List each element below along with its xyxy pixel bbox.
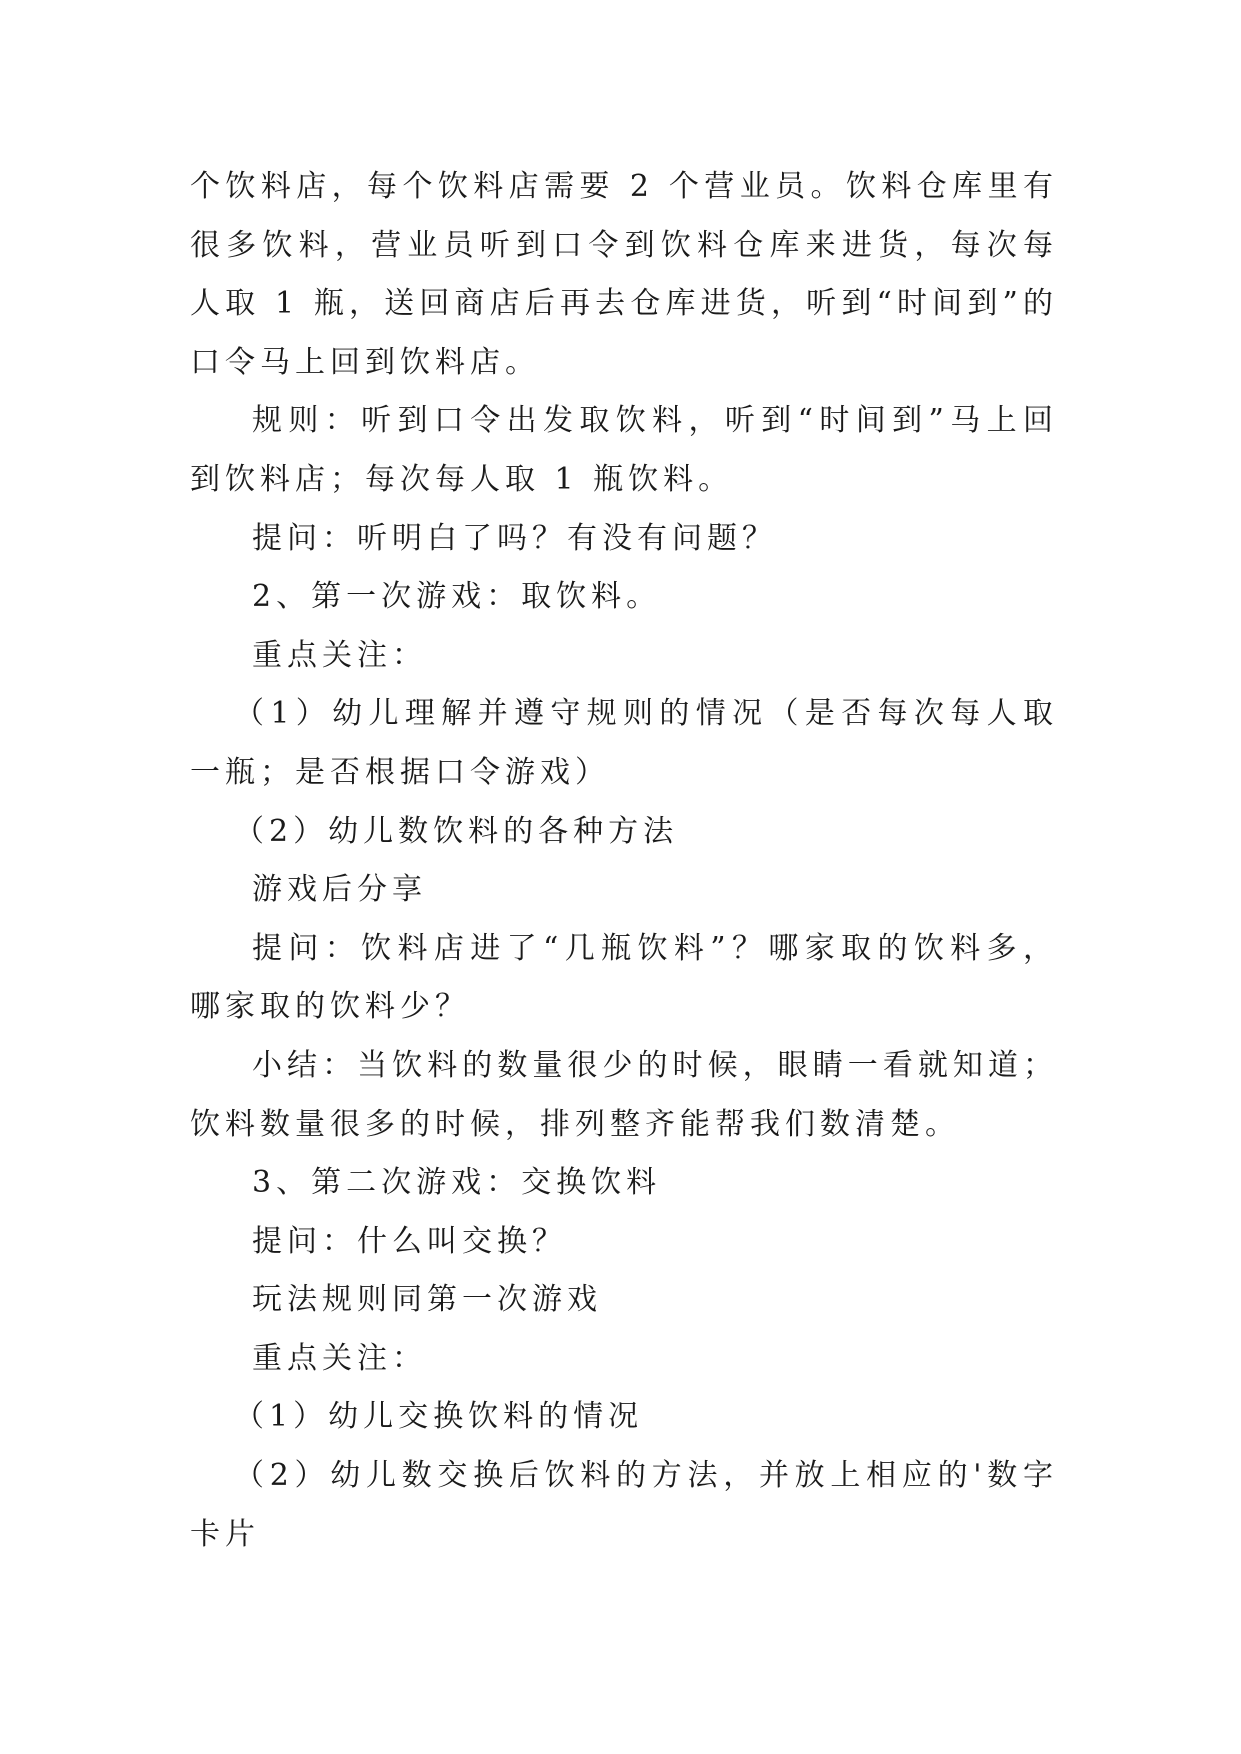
share-heading: 游戏后分享	[252, 872, 427, 908]
focus-item: （1）幼儿交换饮料的情况	[234, 1399, 644, 1435]
focus-item: （2）幼儿数饮料的各种方法	[234, 813, 679, 849]
question-paragraph: 提问：听明白了吗？有没有问题？	[252, 520, 777, 556]
document-page	[190, 158, 1058, 1564]
question-paragraph: 提问：饮料店进了“几瓶饮料”？哪家取的饮料多，哪家取的饮料少？	[190, 930, 1058, 1025]
section-heading: 2、第一次游戏：取饮料。	[252, 579, 662, 615]
focus-heading: 重点关注：	[252, 637, 427, 673]
summary-paragraph: 小结：当饮料的数量很少的时候，眼睛一看就知道；饮料数量很多的时候，排列整齐能帮我们数清楚。	[190, 1047, 1058, 1142]
rules-paragraph: 玩法规则同第一次游戏	[252, 1282, 602, 1318]
focus-heading: 重点关注：	[252, 1340, 427, 1376]
section-heading: 3、第二次游戏：交换饮料	[252, 1165, 662, 1201]
focus-item: （2）幼儿数交换后饮料的方法，并放上相应的'数字卡片	[190, 1458, 1058, 1552]
focus-item: （1）幼儿理解并遵守规则的情况（是否每次每人取一瓶；是否根据口令游戏）	[190, 696, 1058, 790]
question-paragraph: 提问：什么叫交换？	[252, 1223, 567, 1259]
rules-paragraph: 规则：听到口令出发取饮料，听到“时间到”马上回到饮料店；每次每人取 1 瓶饮料。	[190, 403, 1058, 497]
body-paragraph: 个饮料店，每个饮料店需要 2 个营业员。饮料仓库里有很多饮料，营业员听到口令到饮料仓库来进货，每次每人取 1 瓶，送回商店后再去仓库进货，听到“时间到”的口令马上回到饮料店。	[190, 169, 1058, 380]
